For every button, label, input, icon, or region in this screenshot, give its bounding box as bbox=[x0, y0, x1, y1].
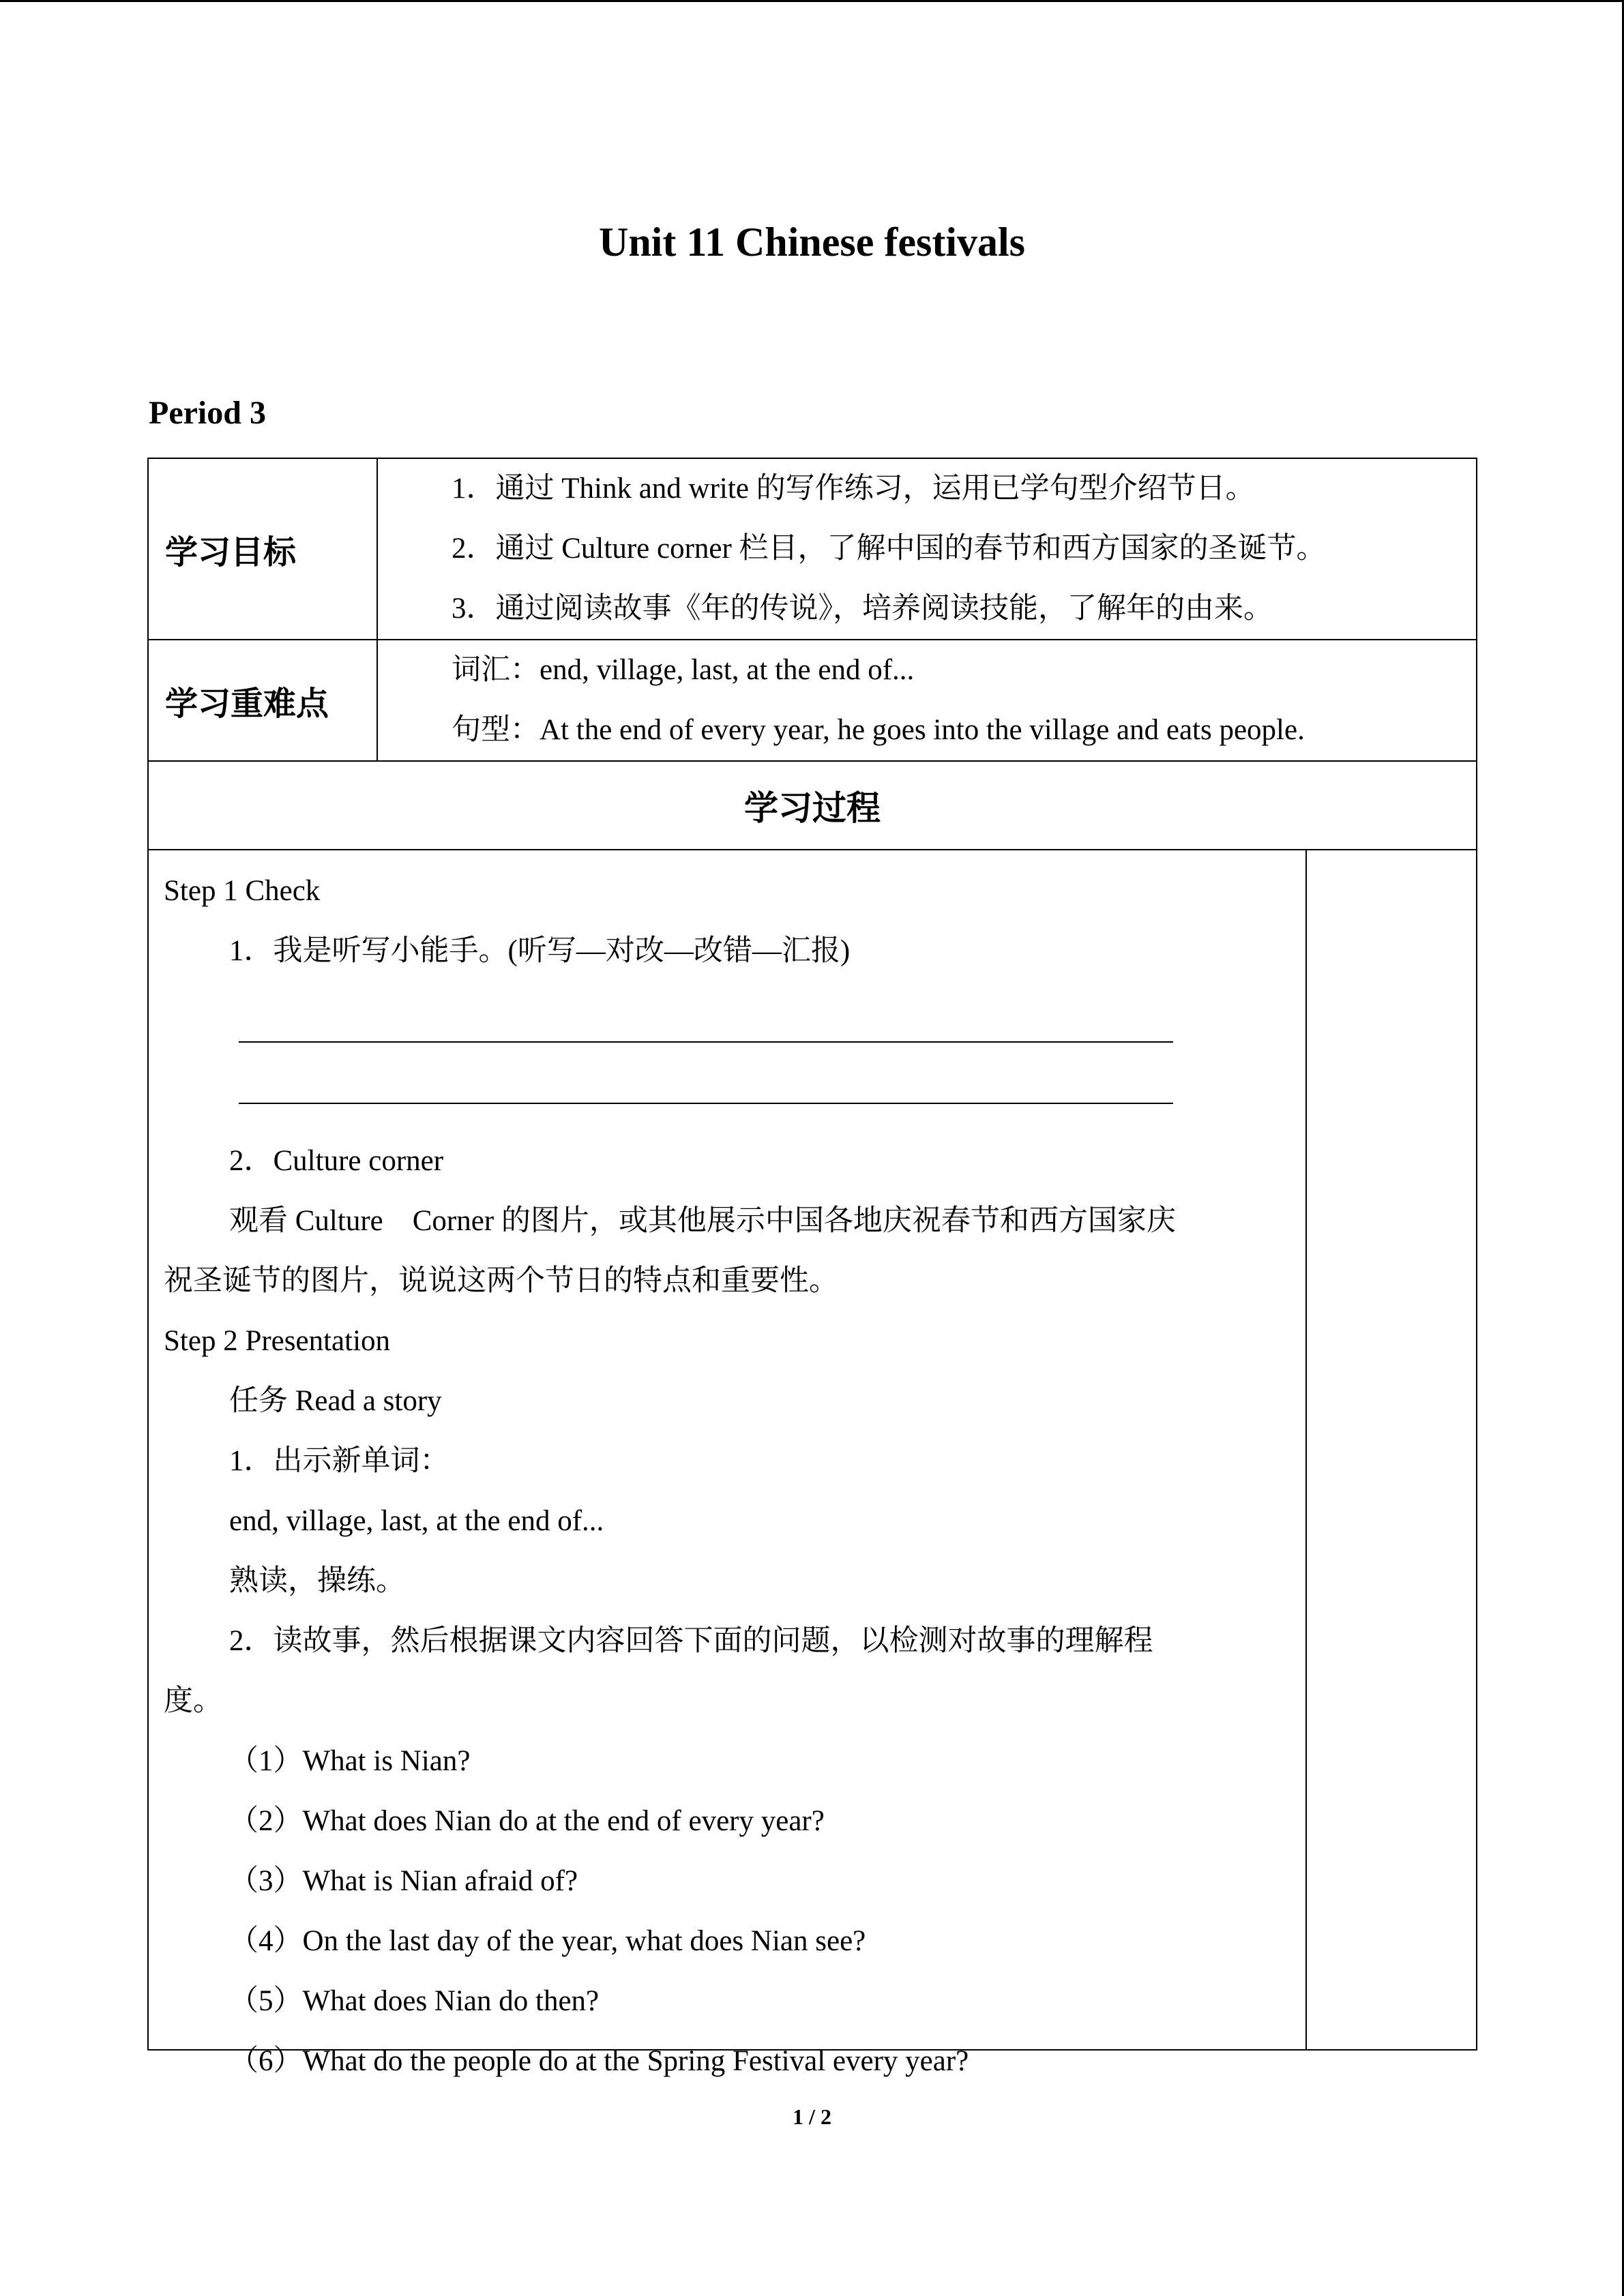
goal-item: 3．通过阅读故事《年的传说》，培养阅读技能，了解年的由来。 bbox=[452, 593, 1273, 625]
period-heading: Period 3 bbox=[149, 395, 266, 431]
practice-note: 熟读，操练。 bbox=[229, 1565, 405, 1597]
key-sentence: 句型：At the end of every year, he goes into the village and eats people. bbox=[452, 714, 1305, 746]
question-item: （1）What is Nian? bbox=[229, 1745, 471, 1777]
notes-column[interactable] bbox=[1307, 850, 1476, 2049]
step1-title: Step 1 Check bbox=[164, 875, 321, 907]
key-vocab: 词汇：end, village, last, at the end of... bbox=[452, 654, 915, 686]
step1-item2: 2．Culture corner bbox=[229, 1145, 444, 1177]
culture-corner-desc-line1: 观看 Culture Corner 的图片，或其他展示中国各地庆祝春节和西方国家庆 bbox=[229, 1205, 1176, 1237]
new-words: end, village, last, at the end of... bbox=[229, 1505, 604, 1537]
page-number: 1 / 2 bbox=[793, 2104, 831, 2129]
key-points-label: 学习重难点 bbox=[148, 640, 377, 761]
step2-title: Step 2 Presentation bbox=[164, 1325, 391, 1357]
question-item: （3）What is Nian afraid of? bbox=[229, 1865, 578, 1897]
step2-item2-line2: 度。 bbox=[164, 1685, 222, 1717]
goal-item: 2．通过 Culture corner 栏目，了解中国的春节和西方国家的圣诞节。 bbox=[452, 533, 1326, 565]
step2-item2-line1: 2．读故事，然后根据课文内容回答下面的问题，以检测对故事的理解程 bbox=[229, 1625, 1153, 1657]
step2-item1: 1．出示新单词： bbox=[229, 1445, 449, 1477]
culture-corner-desc-line2: 祝圣诞节的图片，说说这两个节日的特点和重要性。 bbox=[164, 1265, 838, 1297]
question-item: （6）What do the people do at the Spring Festival every year? bbox=[229, 2045, 969, 2077]
lesson-table bbox=[147, 458, 1477, 2077]
key-points-row bbox=[148, 640, 1477, 761]
learning-goals-label: 学习目标 bbox=[148, 458, 377, 640]
question-item: （5）What does Nian do then? bbox=[229, 1985, 600, 2017]
question-item: （4）On the last day of the year, what does Nian see? bbox=[229, 1925, 866, 1957]
process-body bbox=[149, 850, 1307, 2077]
learning-goals-content bbox=[377, 458, 1477, 640]
process-row bbox=[148, 850, 1477, 2050]
process-header: 学习过程 bbox=[148, 761, 1477, 850]
answer-blank-line[interactable] bbox=[239, 1011, 1173, 1043]
task-label: 任务 Read a story bbox=[229, 1385, 442, 1417]
question-item: （2）What does Nian do at the end of every year? bbox=[229, 1805, 825, 1837]
step1-item1: 1．我是听写小能手。(听写—对改—改错—汇报) bbox=[229, 935, 851, 967]
answer-blank-line[interactable] bbox=[239, 1073, 1173, 1104]
goal-item: 1．通过 Think and write 的写作练习，运用已学句型介绍节日。 bbox=[452, 473, 1255, 505]
process-header-row bbox=[148, 761, 1477, 850]
process-cell bbox=[148, 850, 1477, 2077]
learning-goals-row bbox=[148, 458, 1477, 640]
page-title: Unit 11 Chinese festivals bbox=[598, 220, 1026, 265]
key-points-content bbox=[377, 640, 1477, 761]
